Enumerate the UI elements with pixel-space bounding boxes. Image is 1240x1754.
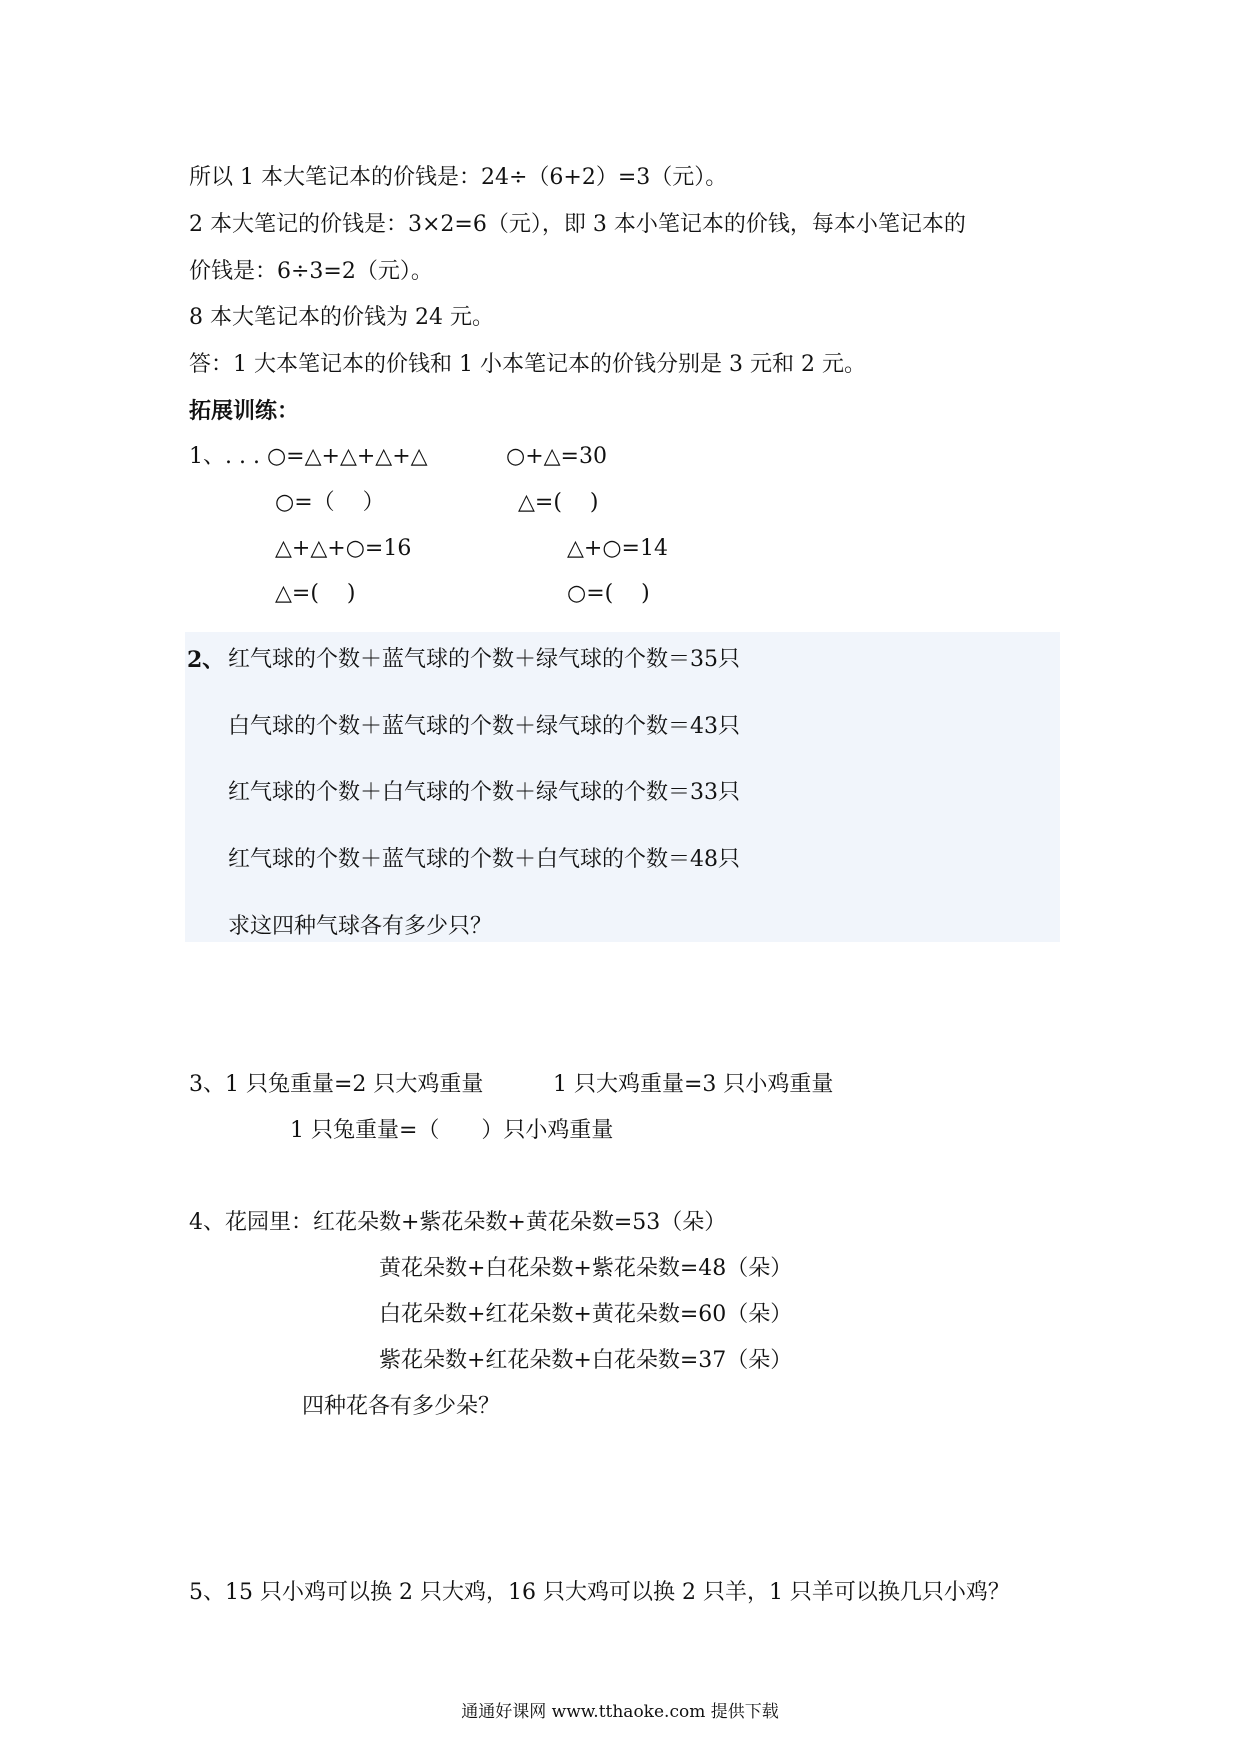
solution-line-4: 8 本大笔记本的价钱为 24 元。: [189, 305, 494, 330]
solution-line-3: 价钱是：6÷3=2（元）。: [189, 259, 433, 284]
q3-line-a: 3、1 只兔重量=2 只大鸡重量: [189, 1072, 484, 1097]
section-title: 拓展训练：: [189, 398, 300, 424]
solution-answer: 答：1 大本笔记本的价钱和 1 小本笔记本的价钱分别是 3 元和 2 元。: [189, 352, 866, 377]
solution-line-2: 2 本大笔记的价钱是：3×2=6（元），即 3 本小笔记本的价钱，每本小笔记本的: [189, 212, 966, 237]
q1-line-d: △=( ): [518, 490, 599, 515]
q1-line-g: △=( ): [275, 581, 356, 606]
q1-line-h: ○=( ): [567, 581, 650, 606]
q4-line-2: 黄花朵数+白花朵数+紫花朵数=48（朵）: [379, 1256, 793, 1281]
q4-line-1: 4、花园里：红花朵数+紫花朵数+黄花朵数=53（朵）: [189, 1210, 727, 1235]
q2-line-1: 红气球的个数＋蓝气球的个数＋绿气球的个数＝35只: [228, 647, 740, 672]
q1-line-b: ○+△=30: [506, 444, 607, 469]
q1-line-a: 1、. . . ○=△+△+△+△: [189, 444, 428, 469]
q2-line-5: 求这四种气球各有多少只？: [228, 914, 493, 939]
q2-line-4: 红气球的个数＋蓝气球的个数＋白气球的个数＝48只: [228, 847, 740, 872]
q2-line-3: 红气球的个数＋白气球的个数＋绿气球的个数＝33只: [228, 780, 740, 805]
q1-line-c: ○=（ ）: [275, 490, 385, 515]
q3-line-c: 1 只兔重量=（ ）只小鸡重量: [290, 1118, 614, 1143]
q1-line-e: △+△+○=16: [275, 536, 412, 561]
q3-line-b: 1 只大鸡重量=3 只小鸡重量: [553, 1072, 834, 1097]
q4-line-5: 四种花各有多少朵？: [302, 1394, 501, 1419]
page-footer: 通通好课网 www.tthaoke.com 提供下载: [461, 1702, 779, 1722]
q5-line-1: 5、15 只小鸡可以换 2 只大鸡，16 只大鸡可以换 2 只羊，1 只羊可以换几只小鸡？: [189, 1580, 1010, 1605]
solution-line-1: 所以 1 本大笔记本的价钱是：24÷（6+2）=3（元）。: [189, 165, 728, 190]
q2-number: 2、: [187, 647, 225, 673]
q4-line-4: 紫花朵数+红花朵数+白花朵数=37（朵）: [379, 1348, 793, 1373]
q4-line-3: 白花朵数+红花朵数+黄花朵数=60（朵）: [379, 1302, 793, 1327]
q2-line-2: 白气球的个数＋蓝气球的个数＋绿气球的个数＝43只: [228, 714, 740, 739]
q1-line-f: △+○=14: [567, 536, 668, 561]
